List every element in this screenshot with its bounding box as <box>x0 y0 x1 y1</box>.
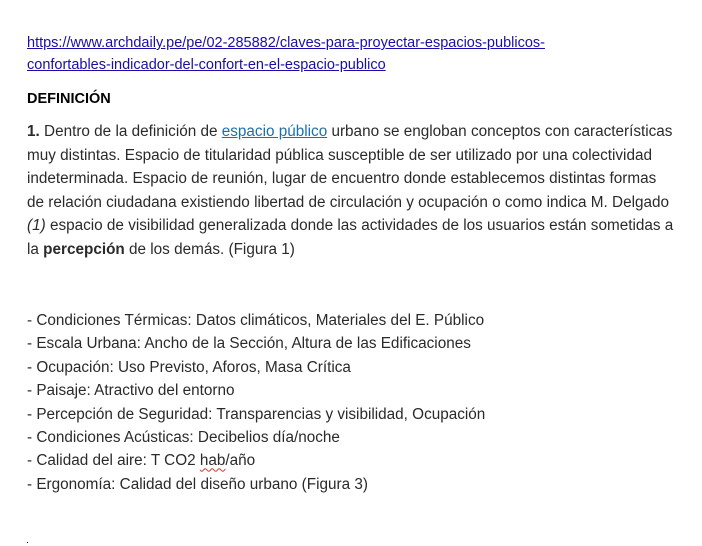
espacio-publico-link[interactable]: espacio público <box>221 123 328 140</box>
list-item: - Escala Urbana: Ancho de la Sección, Altura de las Edificaciones <box>27 335 471 353</box>
list-item: - Ocupación: Uso Previsto, Aforos, Masa Crítica <box>27 358 351 376</box>
paragraph-number: 1. <box>27 123 40 140</box>
reference-marker: (1) <box>27 217 46 234</box>
url-line-2: confortables-indicador-del-confort-en-el-espacio-publico <box>27 57 386 73</box>
list-item: - Condiciones Acústicas: Decibelios día/noche <box>27 429 340 447</box>
definition-paragraph <box>27 120 677 261</box>
list-item: - Percepción de Seguridad: Transparencias y visibilidad, Ocupación <box>27 405 486 423</box>
paragraph-text-2: urbano se engloban conceptos con características muy distintas. Espacio de titularidad pública susceptible de ser utilizado por una colectividad indeterminada. Espacio de reunión, lugar de encuentro donde establecemos distintas formas de relación ciudadana existiendo libertad de circulación y ocupación o como indica M. Delgado <box>27 123 673 211</box>
url-line-1: https://www.archdaily.pe/pe/02-285882/claves-para-proyectar-espacios-publicos- <box>27 35 545 51</box>
document-page <box>27 32 677 512</box>
list-item: - Paisaje: Atractivo del entorno <box>27 382 235 400</box>
spellcheck-word[interactable]: hab <box>199 452 226 470</box>
list-item: - Condiciones Térmicas: Datos climáticos, Materiales del E. Público <box>27 312 485 329</box>
comfort-indicators-list <box>27 309 677 496</box>
paragraph-text-4: de los demás. (Figura 1) <box>124 240 295 258</box>
section-heading: DEFINICIÓN <box>27 91 111 107</box>
air-quality-suffix: /año <box>225 452 256 470</box>
list-item: - Ergonomía: Calidad del diseño urbano (Figura 3) <box>27 475 368 493</box>
source-url-link[interactable] <box>27 32 677 76</box>
text-cursor-mark <box>27 542 28 543</box>
list-item-air-quality <box>27 449 677 472</box>
bold-term: percepción <box>43 240 125 258</box>
air-quality-prefix: - Calidad del aire: T CO2 <box>27 452 200 470</box>
paragraph-text-3: espacio de visibilidad generalizada donde las actividades de los usuarios están sometidas a la <box>27 217 674 258</box>
paragraph-text-1: Dentro de la definición de <box>39 123 222 140</box>
